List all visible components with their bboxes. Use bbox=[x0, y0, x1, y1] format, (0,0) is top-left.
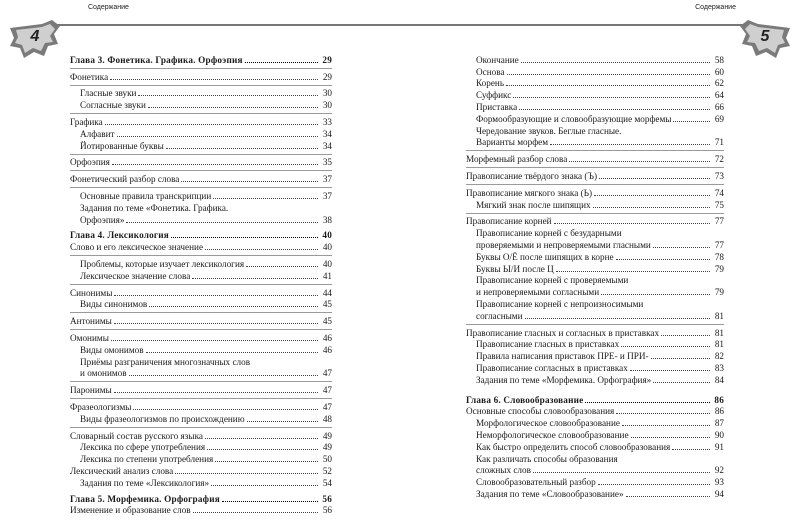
dot-leader bbox=[631, 437, 710, 438]
toc-entry[interactable] bbox=[466, 350, 724, 362]
toc-entry-title: Фразеологизмы bbox=[70, 401, 132, 412]
toc-page-number: 30 bbox=[322, 88, 332, 99]
dot-leader bbox=[533, 472, 710, 473]
toc-entry[interactable] bbox=[466, 441, 724, 453]
toc-page-number: 52 bbox=[322, 465, 332, 476]
page-number-tab bbox=[8, 20, 62, 60]
toc-page-number: 56 bbox=[322, 505, 332, 516]
toc-entry[interactable] bbox=[466, 78, 724, 90]
toc-entry-title: Варианты морфем bbox=[476, 137, 549, 148]
toc-entry-title: Задания по теме «Лексикология» bbox=[80, 477, 210, 488]
toc-entry[interactable] bbox=[70, 356, 332, 368]
toc-entry[interactable] bbox=[466, 298, 724, 310]
toc-entry-title: Фонетика bbox=[70, 71, 109, 82]
toc-page-number: 40 bbox=[322, 242, 332, 253]
toc-entry[interactable] bbox=[466, 429, 724, 441]
toc-page-number: 40 bbox=[322, 230, 332, 241]
toc-entry-title: Правописание корней bbox=[466, 216, 552, 227]
toc-entry-title: Изменение и образование слов bbox=[70, 505, 191, 516]
toc-page-number: 44 bbox=[322, 287, 332, 298]
toc-entry[interactable] bbox=[70, 241, 332, 253]
dot-leader bbox=[653, 382, 710, 383]
toc-entry[interactable] bbox=[466, 286, 724, 298]
dot-leader bbox=[175, 473, 318, 474]
toc-entry-title: Глава 5. Морфемика. Орфография bbox=[70, 493, 220, 504]
toc-entry-title: Правописание корней с проверяемыми bbox=[476, 275, 629, 286]
toc-entry-title: Орфоэпия» bbox=[80, 214, 125, 225]
page-number-tab bbox=[738, 20, 792, 60]
dot-leader bbox=[114, 323, 318, 324]
toc-page-number: 56 bbox=[322, 493, 332, 504]
toc-page-number: 73 bbox=[714, 170, 724, 181]
dot-leader bbox=[193, 512, 318, 513]
dot-leader bbox=[211, 485, 318, 486]
toc-entry-title: Приставка bbox=[476, 101, 518, 112]
toc-entry-title: Алфавит bbox=[80, 128, 115, 139]
toc-page-number: 38 bbox=[322, 214, 332, 225]
toc-entry[interactable] bbox=[466, 137, 724, 149]
toc-page-number: 84 bbox=[714, 374, 724, 385]
dot-leader bbox=[598, 484, 710, 485]
toc-entry[interactable] bbox=[70, 442, 332, 454]
toc-chapter[interactable] bbox=[70, 493, 332, 505]
toc-page-number: 94 bbox=[714, 488, 724, 499]
toc-page-number: 79 bbox=[714, 263, 724, 274]
toc-entry[interactable] bbox=[70, 116, 332, 128]
dot-leader bbox=[146, 352, 318, 353]
toc-page-number: 47 bbox=[322, 368, 332, 379]
toc-page-number: 29 bbox=[322, 71, 332, 82]
toc-page-number: 90 bbox=[714, 429, 724, 440]
toc-entry-title: и омонимов bbox=[80, 368, 127, 379]
dot-leader bbox=[129, 375, 318, 376]
toc-entry-title: Виды синонимов bbox=[80, 299, 148, 310]
toc-entry[interactable] bbox=[466, 170, 724, 182]
toc-entry[interactable] bbox=[70, 202, 332, 214]
dot-leader bbox=[622, 425, 710, 426]
toc-entry-title: Виды омонимов bbox=[80, 344, 144, 355]
toc-entry-title: Правила написания приставок ПРЕ- и ПРИ- bbox=[476, 351, 649, 362]
toc-entry[interactable] bbox=[70, 430, 332, 442]
toc-entry[interactable] bbox=[466, 187, 724, 199]
toc-entry[interactable] bbox=[70, 465, 332, 477]
toc-entry[interactable] bbox=[70, 299, 332, 311]
toc-entry-title: Корень bbox=[476, 78, 505, 89]
dot-leader bbox=[519, 109, 710, 110]
dot-leader bbox=[672, 449, 710, 450]
dot-leader bbox=[673, 121, 710, 122]
dot-leader bbox=[133, 409, 318, 410]
toc-page-number: 37 bbox=[322, 174, 332, 185]
toc-page-number: 66 bbox=[714, 101, 724, 112]
toc-entry-title: Слово и его лексическое значение bbox=[70, 242, 204, 253]
dot-leader bbox=[521, 62, 710, 63]
toc-page-number: 93 bbox=[714, 477, 724, 488]
toc-entry-title: Лексика по степени употребления bbox=[80, 454, 214, 465]
dot-leader bbox=[599, 178, 710, 179]
dot-leader bbox=[594, 195, 710, 196]
toc-entry-title: Согласные звуки bbox=[80, 100, 146, 111]
dot-leader bbox=[166, 148, 318, 149]
toc-page-number: 72 bbox=[714, 154, 724, 165]
toc-chapter[interactable] bbox=[466, 394, 724, 406]
toc-entry[interactable] bbox=[70, 401, 332, 413]
toc-page-number: 91 bbox=[714, 441, 724, 452]
table-of-contents-left bbox=[70, 54, 332, 516]
toc-entry-title: Основные правила транскрипции bbox=[80, 190, 212, 201]
dot-leader bbox=[585, 402, 710, 403]
toc-page-number: 77 bbox=[714, 239, 724, 250]
dot-leader bbox=[506, 85, 710, 86]
toc-page-number: 74 bbox=[714, 187, 724, 198]
toc-page-number: 49 bbox=[322, 442, 332, 453]
toc-entry[interactable] bbox=[466, 54, 724, 66]
toc-entry-title: Чередование звуков. Беглые гласные. bbox=[476, 125, 622, 136]
toc-entry-title: Правописание корней с безударными bbox=[476, 228, 622, 239]
toc-entry-title: Гласные звуки bbox=[80, 88, 137, 99]
toc-entry[interactable] bbox=[466, 406, 724, 418]
toc-page-number: 37 bbox=[322, 190, 332, 201]
toc-entry-title: Мягкий знак после шипящих bbox=[476, 199, 591, 210]
toc-entry[interactable] bbox=[466, 227, 724, 239]
toc-entry[interactable] bbox=[466, 362, 724, 374]
toc-entry[interactable] bbox=[70, 368, 332, 380]
toc-page-number: 83 bbox=[714, 362, 724, 373]
toc-page-number: 79 bbox=[714, 287, 724, 298]
dot-leader bbox=[621, 346, 710, 347]
toc-entry[interactable] bbox=[70, 344, 332, 356]
toc-page-number: 47 bbox=[322, 385, 332, 396]
toc-entry-title: Глава 6. Словообразование bbox=[466, 394, 584, 405]
dot-leader bbox=[117, 136, 318, 137]
toc-page-number: 34 bbox=[322, 128, 332, 139]
toc-page-number: 49 bbox=[322, 430, 332, 441]
dot-leader bbox=[114, 392, 318, 393]
dot-leader bbox=[138, 95, 318, 96]
dot-leader bbox=[593, 207, 710, 208]
toc-page-number: 48 bbox=[322, 413, 332, 424]
toc-entry-title: Антонимы bbox=[70, 316, 112, 327]
page-number: 4 bbox=[30, 28, 40, 45]
dot-leader bbox=[181, 181, 318, 182]
dot-leader bbox=[651, 358, 710, 359]
toc-entry-title: Суффикс bbox=[476, 90, 512, 101]
dot-leader bbox=[149, 306, 318, 307]
toc-entry-title: Правописание твёрдого знака (Ъ) bbox=[466, 170, 598, 181]
toc-page-number: 78 bbox=[714, 251, 724, 262]
toc-page-number: 77 bbox=[714, 216, 724, 227]
toc-entry[interactable] bbox=[466, 465, 724, 477]
dot-leader bbox=[207, 449, 318, 450]
toc-entry-title: Как различать способы образования bbox=[476, 453, 618, 464]
toc-page-number: 75 bbox=[714, 199, 724, 210]
toc-entry-title: Неморфологическое словообразование bbox=[476, 429, 629, 440]
toc-entry-title: Формообразующие и словообразующие морфемы bbox=[476, 113, 672, 124]
toc-entry-title: Йотированные буквы bbox=[80, 140, 164, 151]
toc-entry[interactable] bbox=[466, 66, 724, 78]
toc-entry-title: Словообразовательный разбор bbox=[476, 477, 596, 488]
toc-page-number: 45 bbox=[322, 299, 332, 310]
dot-leader bbox=[205, 249, 318, 250]
page-number: 5 bbox=[760, 28, 770, 45]
toc-entry-title: Лексический анализ слова bbox=[70, 465, 174, 476]
toc-entry[interactable] bbox=[70, 477, 332, 489]
header-rule bbox=[48, 24, 400, 26]
toc-page-number: 45 bbox=[322, 316, 332, 327]
toc-page-number: 87 bbox=[714, 418, 724, 429]
toc-entry[interactable] bbox=[466, 216, 724, 228]
dot-leader bbox=[247, 421, 318, 422]
toc-entry[interactable] bbox=[466, 488, 724, 500]
toc-entry[interactable] bbox=[70, 258, 332, 270]
dot-leader bbox=[513, 97, 710, 98]
header-rule bbox=[400, 24, 752, 26]
running-head: Содержание bbox=[695, 4, 736, 11]
dot-leader bbox=[550, 144, 710, 145]
toc-page-number: 50 bbox=[322, 454, 332, 465]
right-page bbox=[400, 0, 800, 526]
toc-entry-title: Задания по теме «Морфемика. Орфография» bbox=[476, 374, 652, 385]
toc-entry[interactable] bbox=[466, 417, 724, 429]
dot-leader bbox=[246, 266, 318, 267]
dot-leader bbox=[112, 164, 318, 165]
toc-page-number: 81 bbox=[714, 310, 724, 321]
toc-entry[interactable] bbox=[70, 140, 332, 152]
toc-page-number: 30 bbox=[322, 100, 332, 111]
dot-leader bbox=[616, 259, 710, 260]
toc-entry-title: Буквы Ы/И после Ц bbox=[476, 263, 554, 274]
toc-entry[interactable] bbox=[70, 157, 332, 169]
toc-chapter[interactable] bbox=[70, 54, 332, 66]
toc-entry-title: Правописание согласных в приставках bbox=[476, 362, 628, 373]
toc-entry-title: Словарный состав русского языка bbox=[70, 430, 203, 441]
toc-entry[interactable] bbox=[466, 89, 724, 101]
dot-leader bbox=[222, 501, 318, 502]
toc-entry-title: Виды фразеологизмов по происхождению bbox=[80, 413, 245, 424]
dot-leader bbox=[213, 198, 318, 199]
toc-entry-title: Буквы О/Ё после шипящих в корне bbox=[476, 251, 614, 262]
toc-entry[interactable] bbox=[70, 270, 332, 282]
toc-entry[interactable] bbox=[70, 453, 332, 465]
toc-entry-title: сложных слов bbox=[476, 465, 531, 476]
dot-leader bbox=[525, 318, 710, 319]
toc-page-number: 64 bbox=[714, 90, 724, 101]
dot-leader bbox=[148, 107, 318, 108]
toc-entry-title: Морфологическое словообразование bbox=[476, 418, 620, 429]
toc-entry[interactable] bbox=[466, 251, 724, 263]
toc-entry-title: Лексическое значение слова bbox=[80, 270, 191, 281]
toc-entry[interactable] bbox=[70, 413, 332, 425]
toc-page-number: 47 bbox=[322, 401, 332, 412]
toc-entry-title: Орфоэпия bbox=[70, 157, 110, 168]
running-head: Содержание bbox=[88, 4, 129, 11]
toc-entry[interactable] bbox=[466, 310, 724, 322]
dot-leader bbox=[661, 335, 710, 336]
toc-entry-title: Лексика по сфере употребления bbox=[80, 442, 206, 453]
toc-entry-title: Морфемный разбор слова bbox=[466, 154, 568, 165]
toc-entry[interactable] bbox=[70, 88, 332, 100]
toc-page-number: 81 bbox=[714, 339, 724, 350]
dot-leader bbox=[110, 79, 318, 80]
toc-page-number: 86 bbox=[714, 394, 724, 405]
toc-page-number: 29 bbox=[322, 54, 332, 65]
toc-page-number: 46 bbox=[322, 344, 332, 355]
toc-entry-title: Правописание мягкого знака (Ь) bbox=[466, 187, 593, 198]
toc-entry[interactable] bbox=[466, 153, 724, 165]
toc-entry-title: Основные способы словообразования bbox=[466, 406, 615, 417]
toc-entry-title: Омонимы bbox=[70, 332, 109, 343]
toc-page-number: 69 bbox=[714, 113, 724, 124]
toc-page-number: 81 bbox=[714, 327, 724, 338]
toc-page-number: 41 bbox=[322, 270, 332, 281]
toc-entry[interactable] bbox=[70, 384, 332, 396]
dot-leader bbox=[114, 295, 318, 296]
toc-entry-title: Графика bbox=[70, 116, 103, 127]
toc-entry-title: Правописание гласных и согласных в приставках bbox=[466, 327, 660, 338]
toc-entry-title: Паронимы bbox=[70, 385, 112, 396]
toc-entry-title: Как быстро определить способ словообразования bbox=[476, 441, 671, 452]
dot-leader bbox=[569, 161, 710, 162]
dot-leader bbox=[205, 438, 318, 439]
toc-entry-title: Основа bbox=[476, 66, 505, 77]
toc-entry-title: согласными bbox=[476, 310, 523, 321]
toc-page-number: 82 bbox=[714, 351, 724, 362]
toc-entry[interactable] bbox=[466, 263, 724, 275]
dot-leader bbox=[554, 223, 710, 224]
toc-entry-title: Окончание bbox=[476, 54, 519, 65]
toc-page-number: 46 bbox=[322, 332, 332, 343]
dot-leader bbox=[126, 222, 318, 223]
toc-entry[interactable] bbox=[466, 339, 724, 351]
dot-leader bbox=[245, 62, 318, 63]
toc-entry[interactable] bbox=[70, 315, 332, 327]
dot-leader bbox=[616, 413, 710, 414]
dot-leader bbox=[653, 247, 710, 248]
toc-entry[interactable] bbox=[70, 99, 332, 111]
toc-page-number: 54 bbox=[322, 477, 332, 488]
toc-page-number: 33 bbox=[322, 116, 332, 127]
toc-entry[interactable] bbox=[466, 374, 724, 386]
toc-entry[interactable] bbox=[70, 173, 332, 185]
toc-entry[interactable] bbox=[70, 287, 332, 299]
toc-entry-title: Синонимы bbox=[70, 287, 113, 298]
toc-entry[interactable] bbox=[70, 71, 332, 83]
dot-leader bbox=[111, 340, 318, 341]
dot-leader bbox=[105, 124, 318, 125]
toc-page-number: 71 bbox=[714, 137, 724, 148]
toc-entry[interactable] bbox=[466, 239, 724, 251]
dot-leader bbox=[171, 237, 318, 238]
toc-entry-title: Глава 3. Фонетика. Графика. Орфоэпия bbox=[70, 54, 243, 65]
toc-entry-title: Задания по теме «Фонетика. Графика. bbox=[80, 202, 229, 213]
dot-leader bbox=[556, 271, 710, 272]
toc-entry-title: Фонетический разбор слова bbox=[70, 174, 180, 185]
toc-page-number: 92 bbox=[714, 465, 724, 476]
toc-chapter[interactable] bbox=[70, 230, 332, 242]
toc-entry[interactable] bbox=[466, 101, 724, 113]
toc-entry[interactable] bbox=[466, 125, 724, 137]
toc-entry[interactable] bbox=[70, 332, 332, 344]
toc-entry-title: Приёмы разграничения многозначных слов bbox=[80, 356, 251, 367]
toc-entry-title: и непроверяемыми согласными bbox=[476, 287, 600, 298]
toc-entry[interactable] bbox=[466, 476, 724, 488]
toc-entry-title: Правописание корней с непроизносимыми bbox=[476, 298, 644, 309]
toc-page-number: 86 bbox=[714, 406, 724, 417]
toc-page-number: 60 bbox=[714, 66, 724, 77]
toc-entry[interactable] bbox=[70, 214, 332, 226]
toc-entry-title: Проблемы, которые изучает лексикология bbox=[80, 258, 245, 269]
toc-entry[interactable] bbox=[466, 453, 724, 465]
toc-page-number: 35 bbox=[322, 157, 332, 168]
toc-entry[interactable] bbox=[70, 505, 332, 517]
toc-page-number: 62 bbox=[714, 78, 724, 89]
dot-leader bbox=[626, 496, 710, 497]
dot-leader bbox=[215, 461, 318, 462]
toc-page-number: 58 bbox=[714, 54, 724, 65]
toc-entry[interactable] bbox=[466, 199, 724, 211]
table-of-contents-right bbox=[466, 54, 724, 500]
dot-leader bbox=[630, 370, 710, 371]
toc-entry[interactable] bbox=[466, 275, 724, 287]
toc-entry[interactable] bbox=[466, 113, 724, 125]
toc-entry-title: проверяемыми и непроверяемыми гласными bbox=[476, 239, 651, 250]
toc-page-number: 40 bbox=[322, 258, 332, 269]
dot-leader bbox=[507, 74, 710, 75]
toc-page-number: 34 bbox=[322, 140, 332, 151]
toc-entry[interactable] bbox=[466, 327, 724, 339]
toc-entry-title: Глава 4. Лексикология bbox=[70, 230, 169, 241]
dot-leader bbox=[601, 294, 710, 295]
dot-leader bbox=[192, 278, 318, 279]
toc-entry[interactable] bbox=[70, 128, 332, 140]
toc-entry-title: Правописание гласных в приставках bbox=[476, 339, 620, 350]
toc-entry-title: Задания по теме «Словообразование» bbox=[476, 488, 624, 499]
toc-entry[interactable] bbox=[70, 190, 332, 202]
